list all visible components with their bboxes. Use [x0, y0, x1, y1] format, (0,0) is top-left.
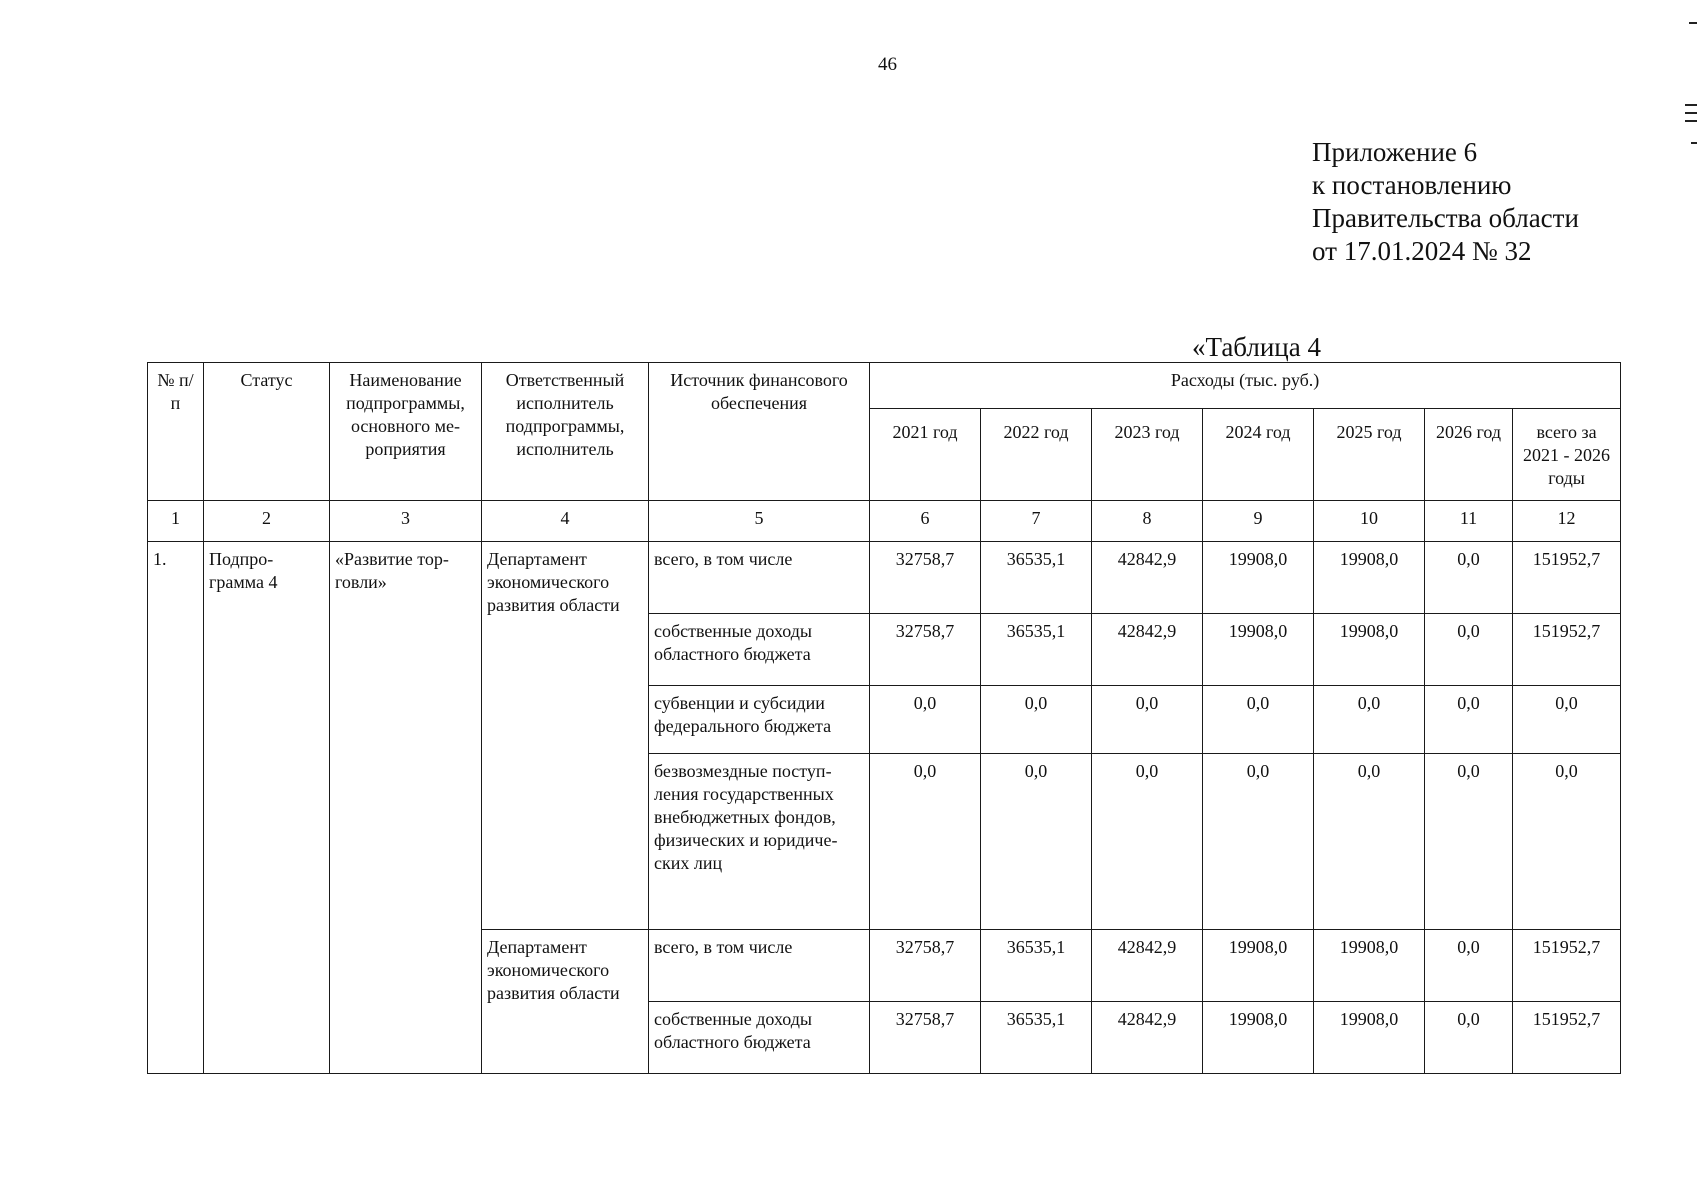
header-year: 2026 год	[1425, 409, 1513, 501]
value-cell: 36535,1	[981, 930, 1092, 1002]
value-cell: 0,0	[981, 686, 1092, 754]
value-cell: 0,0	[1092, 686, 1203, 754]
column-number-row	[148, 501, 1621, 542]
value-cell: 36535,1	[981, 614, 1092, 686]
value-cell: 19908,0	[1314, 542, 1425, 614]
header-year: 2022 год	[981, 409, 1092, 501]
edge-mark	[1691, 142, 1697, 144]
column-number: 3	[330, 501, 482, 542]
column-number: 12	[1513, 501, 1621, 542]
edge-mark	[1685, 104, 1697, 106]
column-number: 1	[148, 501, 204, 542]
header-expenses: Расходы (тыс. руб.)	[870, 363, 1621, 409]
column-number: 6	[870, 501, 981, 542]
header-status: Статус	[204, 363, 330, 501]
source-cell: собственные доходы областного бюджета	[649, 614, 870, 686]
source-cell: всего, в том числе	[649, 930, 870, 1002]
program-num: 1.	[148, 542, 204, 1074]
header-year: 2023 год	[1092, 409, 1203, 501]
source-cell: собственные доходы областного бюджета	[649, 1002, 870, 1074]
value-cell: 0,0	[1203, 686, 1314, 754]
header-executor: Ответственный исполнитель подпрограммы, исполнитель	[482, 363, 649, 501]
source-cell: безвозмездные поступ-ления государственных внебюджетных фондов, физических и юридиче-ских лиц	[649, 754, 870, 930]
column-number: 11	[1425, 501, 1513, 542]
header-year: 2025 год	[1314, 409, 1425, 501]
value-cell: 0,0	[1425, 686, 1513, 754]
value-cell: 0,0	[1314, 686, 1425, 754]
appendix-block	[1312, 136, 1579, 268]
budget-table	[147, 362, 1621, 1074]
value-cell: 36535,1	[981, 542, 1092, 614]
value-cell: 42842,9	[1092, 1002, 1203, 1074]
column-number: 8	[1092, 501, 1203, 542]
table-caption: «Таблица 4	[1192, 332, 1321, 362]
source-cell: всего, в том числе	[649, 542, 870, 614]
value-cell: 19908,0	[1314, 614, 1425, 686]
value-cell: 0,0	[870, 754, 981, 930]
column-number: 7	[981, 501, 1092, 542]
header-total: всего за 2021 - 2026 годы	[1513, 409, 1621, 501]
value-cell: 19908,0	[1203, 542, 1314, 614]
column-number: 9	[1203, 501, 1314, 542]
value-cell: 19908,0	[1203, 1002, 1314, 1074]
value-cell: 32758,7	[870, 614, 981, 686]
value-cell: 0,0	[1203, 754, 1314, 930]
value-cell: 0,0	[1092, 754, 1203, 930]
executor-cell: Департамент экономического развития области	[482, 930, 649, 1074]
value-cell: 42842,9	[1092, 930, 1203, 1002]
value-cell: 0,0	[1425, 754, 1513, 930]
appendix-line: от 17.01.2024 № 32	[1312, 236, 1532, 266]
header-source: Источник финансового обеспечения	[649, 363, 870, 501]
value-cell: 0,0	[1425, 614, 1513, 686]
header-year: 2024 год	[1203, 409, 1314, 501]
appendix-line: к постановлению	[1312, 170, 1512, 200]
value-cell: 32758,7	[870, 1002, 981, 1074]
column-number: 5	[649, 501, 870, 542]
program-status: Подпро-грамма 4	[204, 542, 330, 1074]
value-cell: 151952,7	[1513, 614, 1621, 686]
value-cell: 42842,9	[1092, 542, 1203, 614]
value-cell: 0,0	[1513, 754, 1621, 930]
edge-mark	[1685, 120, 1697, 122]
value-cell: 0,0	[1425, 1002, 1513, 1074]
program-name: «Развитие тор-говли»	[330, 542, 482, 1074]
header-num: № п/п	[148, 363, 204, 501]
value-cell: 19908,0	[1203, 930, 1314, 1002]
source-cell: субвенции и субсидии федерального бюджета	[649, 686, 870, 754]
value-cell: 19908,0	[1314, 930, 1425, 1002]
value-cell: 0,0	[1425, 542, 1513, 614]
value-cell: 0,0	[1513, 686, 1621, 754]
value-cell: 32758,7	[870, 930, 981, 1002]
column-number: 4	[482, 501, 649, 542]
edge-mark	[1685, 112, 1697, 114]
value-cell: 42842,9	[1092, 614, 1203, 686]
table-row	[148, 542, 1621, 614]
value-cell: 0,0	[870, 686, 981, 754]
header-year: 2021 год	[870, 409, 981, 501]
column-number: 2	[204, 501, 330, 542]
value-cell: 19908,0	[1314, 1002, 1425, 1074]
value-cell: 0,0	[1425, 930, 1513, 1002]
value-cell: 36535,1	[981, 1002, 1092, 1074]
value-cell: 151952,7	[1513, 930, 1621, 1002]
value-cell: 0,0	[1314, 754, 1425, 930]
header-name: Наименование подпрограммы, основного ме-роприятия	[330, 363, 482, 501]
value-cell: 0,0	[981, 754, 1092, 930]
edge-mark	[1689, 22, 1697, 24]
column-number: 10	[1314, 501, 1425, 542]
value-cell: 32758,7	[870, 542, 981, 614]
value-cell: 151952,7	[1513, 1002, 1621, 1074]
executor-cell: Департамент экономического развития области	[482, 542, 649, 930]
appendix-line: Приложение 6	[1312, 137, 1478, 167]
page-number: 46	[878, 54, 897, 75]
value-cell: 19908,0	[1203, 614, 1314, 686]
appendix-line: Правительства области	[1312, 203, 1579, 233]
value-cell: 151952,7	[1513, 542, 1621, 614]
